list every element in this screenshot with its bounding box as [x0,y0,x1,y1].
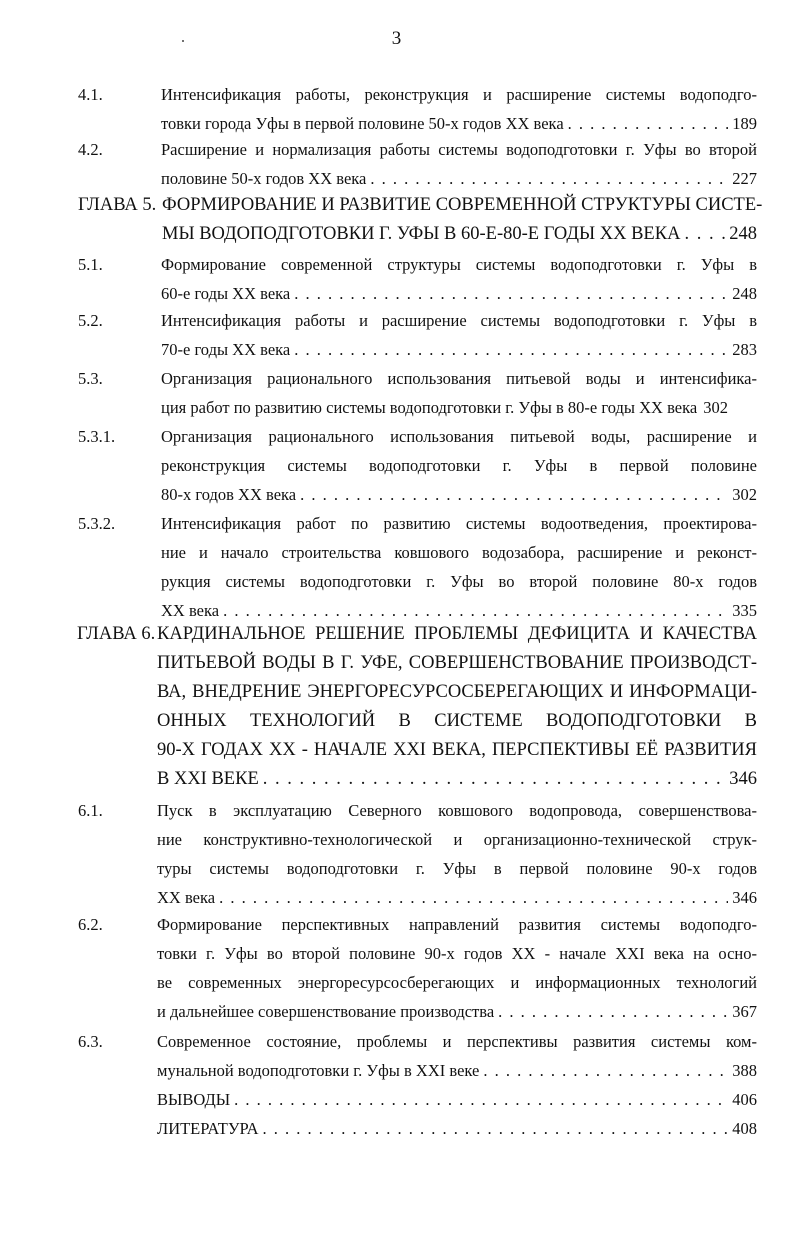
toc-leader-line [161,164,757,193]
toc-page-number: 189 [732,114,757,133]
toc-leader-line [161,109,757,138]
leader-dots [294,279,728,308]
toc-line: ве современных энергоресурсосберегающих и информационных технологий [157,973,757,992]
toc-line: Интенсификация работ по развитию системы водоотведения, проектирова- [161,514,757,533]
toc-leader-line [157,997,757,1026]
toc-line: XX века [161,601,220,620]
toc-line: Интенсификация работы, реконструкция и расширение системы водоподго- [161,85,757,104]
toc-line: ВЫВОДЫ [157,1090,231,1109]
scan-speck [182,40,184,42]
toc-line: В XXI ВЕКЕ [157,769,259,789]
leader-dots [263,1114,729,1143]
toc-page-number: 283 [732,340,757,359]
toc-title [157,620,757,794]
toc-title [161,306,757,364]
toc-leader-line [157,1056,757,1085]
toc-title [157,796,757,912]
toc-line: 80-х годов XX века [161,485,297,504]
leader-dots [568,109,729,138]
toc-number: 6.1. [78,801,103,820]
toc-line: МЫ ВОДОПОДГОТОВКИ Г. УФЫ В 60-Е-80-Е ГОДЫ XX ВЕКА [162,224,681,244]
toc-line: Организация рационального использования питьевой воды и интенсифика- [161,369,757,388]
toc-title [161,509,757,625]
toc-title [161,364,757,422]
toc-line: товки г. Уфы во второй половине 90-х годов XX - начале XXI века на осно- [157,944,757,963]
toc-line: Формирование современной структуры системы водоподготовки г. Уфы в [161,255,757,274]
toc-title [157,1027,757,1085]
toc-line: 90-Х ГОДАХ XX - НАЧАЛЕ XXI ВЕКА, ПЕРСПЕКТИВЫ ЕЁ РАЗВИТИЯ [157,740,757,760]
toc-number: 4.1. [78,85,103,104]
toc-leader-line [157,1085,757,1114]
toc-number: 6.2. [78,915,103,934]
toc-title [157,910,757,1026]
toc-line: 60-е годы XX века [161,284,291,303]
toc-line: ЛИТЕРАТУРА [157,1119,259,1138]
toc-number: 5.2. [78,311,103,330]
toc-page-number: 406 [732,1090,757,1109]
toc-line: туры системы водоподготовки г. Уфы в первой половине 90-х годов [157,859,757,878]
toc-leader-line [157,883,757,912]
toc-line: 70-е годы XX века [161,340,291,359]
toc-title [161,422,757,509]
toc-line: ние и начало строительства ковшового водозабора, расширение и реконст- [161,543,757,562]
toc-number: 5.3.2. [78,514,116,533]
toc-leader-line [161,335,757,364]
toc-line: ние конструктивно-технологической и организационно-технической струк- [157,830,757,849]
leader-dots [263,765,726,794]
toc-leader-line [162,220,757,249]
toc-leader-line [157,1114,757,1143]
toc-number: 6.3. [78,1032,103,1051]
toc-title [161,80,757,138]
toc-page-number: 346 [732,888,757,907]
toc-leader-line [161,480,757,509]
toc-leader-line [161,393,757,422]
toc-line: Формирование перспективных направлений развития системы водоподго- [157,915,757,934]
toc-line: Расширение и нормализация работы системы водоподготовки г. Уфы во второй [161,140,757,159]
toc-title [161,250,757,308]
toc-title [162,191,763,249]
toc-line: ВА, ВНЕДРЕНИЕ ЭНЕРГОРЕСУРСОСБЕРЕГАЮЩИХ И ИНФОРМАЦИ- [157,682,757,702]
toc-page-number: 302 [703,398,728,417]
leader-dots [300,480,728,509]
toc-page-number: 367 [732,1002,757,1021]
toc-line: XX века [157,888,216,907]
toc-number: 5.3.1. [78,427,116,446]
toc-number: ГЛАВА 5. [78,195,157,215]
toc-title [157,1114,757,1143]
toc-page-number: 408 [732,1119,757,1138]
leader-dots [370,164,728,193]
toc-page-number: 302 [732,485,757,504]
toc-line: товки города Уфы в первой половине 50-х годов XX века [161,114,564,133]
leader-dots [294,335,728,364]
toc-line: ция работ по развитию системы водоподготовки г. Уфы в 80-е годы XX века [161,398,698,417]
toc-line: половине 50-х годов XX века [161,169,367,188]
toc-page-number: 248 [732,284,757,303]
toc-line: рукция системы водоподготовки г. Уфы во второй половине 80-х годов [161,572,757,591]
toc-line: Организация рационального использования питьевой воды, расширение и [161,427,757,446]
leader-dots [234,1085,728,1114]
toc-line: Интенсификация работы и расширение системы водоподготовки г. Уфы в [161,311,757,330]
toc-line: ОННЫХ ТЕХНОЛОГИЙ В СИСТЕМЕ ВОДОПОДГОТОВКИ В [157,711,757,731]
leader-dots [483,1056,728,1085]
toc-title [161,135,757,193]
toc-page-number: 346 [729,769,757,789]
leader-dots [684,220,725,249]
leader-dots [219,883,728,912]
toc-number: 4.2. [78,140,103,159]
toc-page-number: 335 [732,601,757,620]
toc-number: ГЛАВА 6. [77,624,156,644]
toc-number: 5.1. [78,255,103,274]
toc-line: и дальнейшее совершенствование производства [157,1002,495,1021]
toc-number: 5.3. [78,369,103,388]
toc-line: мунальной водоподготовки г. Уфы в XXI веке [157,1061,480,1080]
toc-line: ФОРМИРОВАНИЕ И РАЗВИТИЕ СОВРЕМЕННОЙ СТРУКТУРЫ СИСТЕ- [162,195,763,215]
toc-page-number: 388 [732,1061,757,1080]
page-number: 3 [391,28,402,49]
toc-title [157,1085,757,1114]
toc-page-number: 227 [732,169,757,188]
toc-leader-line [157,765,757,794]
toc-line: реконструкция системы водоподготовки г. Уфы в первой половине [161,456,757,475]
leader-dots [498,997,728,1026]
toc-page-number: 248 [729,224,757,244]
toc-line: ПИТЬЕВОЙ ВОДЫ В Г. УФЕ, СОВЕРШЕНСТВОВАНИЕ ПРОИЗВОДСТ- [157,653,757,673]
toc-line: Пуск в эксплуатацию Северного ковшового водопровода, совершенствова- [157,801,757,820]
toc-line: Современное состояние, проблемы и перспективы развития системы ком- [157,1032,757,1051]
toc-line: КАРДИНАЛЬНОЕ РЕШЕНИЕ ПРОБЛЕМЫ ДЕФИЦИТА И КАЧЕСТВА [157,624,757,644]
toc-leader-line [161,279,757,308]
